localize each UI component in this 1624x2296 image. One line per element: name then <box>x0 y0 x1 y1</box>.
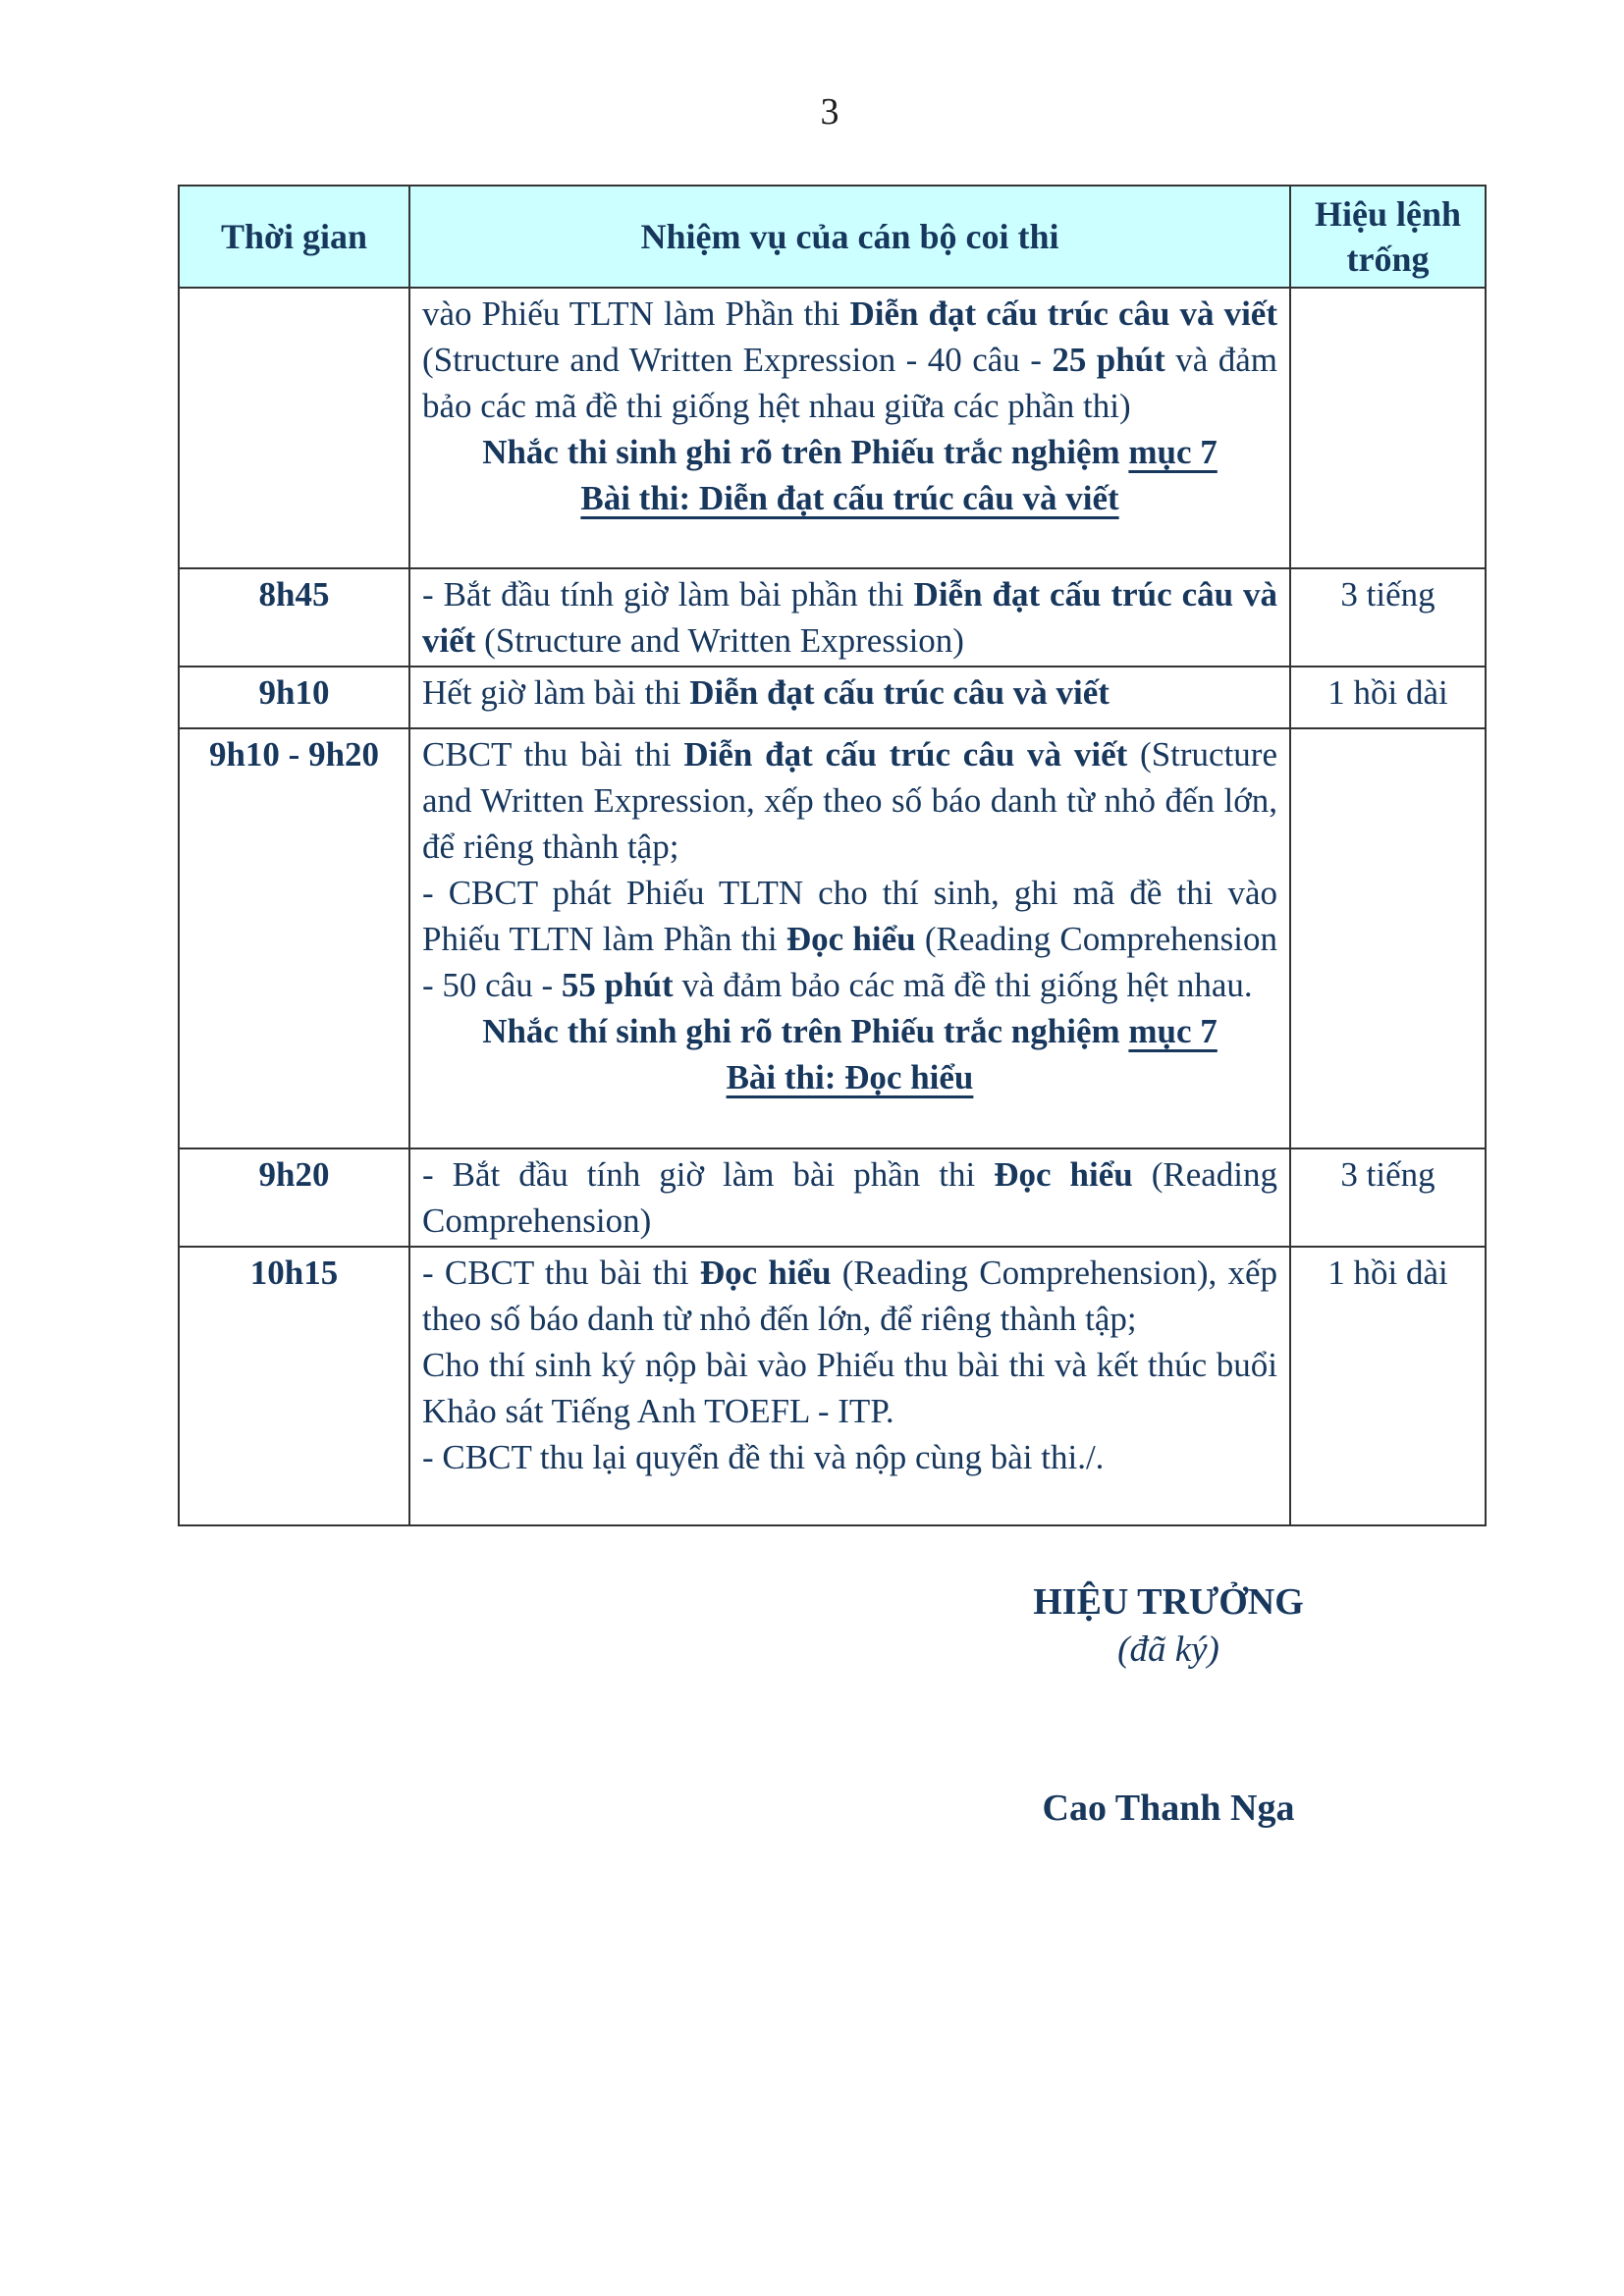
table-row <box>179 288 1486 568</box>
page-number: 3 <box>820 91 839 133</box>
task-cell <box>409 1247 1290 1525</box>
time-cell: 9h20 <box>179 1148 409 1247</box>
signed-note: (đã ký) <box>1117 1629 1219 1670</box>
time-cell: 9h10 - 9h20 <box>179 728 409 1148</box>
signature-block <box>972 1578 1365 1832</box>
task-paragraph: Bài thi: Đọc hiểu <box>726 1058 974 1096</box>
task-paragraph: vào Phiếu TLTN làm Phần thi Diễn đạt cấu trúc câu và viết (Structure and Written Expression - 40 câu - 25 phút và đảm bảo các mã đề thi giống hệt nhau giữa các phần thi) <box>422 294 1277 425</box>
table-body <box>179 288 1486 1525</box>
table-row <box>179 1247 1486 1525</box>
task-paragraph: Nhắc thí sinh ghi rõ trên Phiếu trắc nghiệm mục 7 <box>482 1012 1218 1050</box>
table-row <box>179 667 1486 728</box>
header-task: Nhiệm vụ của cán bộ coi thi <box>409 186 1290 288</box>
header-row <box>179 186 1486 288</box>
time-cell: 9h10 <box>179 667 409 728</box>
task-paragraph: - Bắt đầu tính giờ làm bài phần thi Diễn đạt cấu trúc câu và viết (Structure and Written Expression) <box>422 575 1277 660</box>
task-paragraph: Hết giờ làm bài thi Diễn đạt cấu trúc câu và viết <box>422 673 1110 712</box>
task-cell <box>409 568 1290 667</box>
signal-cell: 3 tiếng <box>1290 1148 1486 1247</box>
signal-cell <box>1290 288 1486 568</box>
signer-name: Cao Thanh Nga <box>1042 1788 1295 1829</box>
task-paragraph: - Bắt đầu tính giờ làm bài phần thi Đọc hiểu (Reading Comprehension) <box>422 1155 1277 1240</box>
table-header <box>179 186 1486 288</box>
signal-cell: 1 hồi dài <box>1290 667 1486 728</box>
table-row <box>179 728 1486 1148</box>
time-cell <box>179 288 409 568</box>
task-cell <box>409 728 1290 1148</box>
task-paragraph: Nhắc thi sinh ghi rõ trên Phiếu trắc nghiệm mục 7 <box>482 433 1218 471</box>
time-cell: 8h45 <box>179 568 409 667</box>
task-paragraph: Cho thí sinh ký nộp bài vào Phiếu thu bài thi và kết thúc buổi Khảo sát Tiếng Anh TOEFL - ITP. <box>422 1346 1277 1430</box>
task-cell <box>409 288 1290 568</box>
signal-cell <box>1290 728 1486 1148</box>
time-cell: 10h15 <box>179 1247 409 1525</box>
header-signal: Hiệu lệnh trống <box>1290 186 1486 288</box>
signal-cell: 1 hồi dài <box>1290 1247 1486 1525</box>
task-paragraph: - CBCT phát Phiếu TLTN cho thí sinh, ghi mã đề thi vào Phiếu TLTN làm Phần thi Đọc hiểu (Reading Comprehension - 50 câu - 55 phút và đảm bảo các mã đề thi giống hệt nhau. <box>422 874 1277 1004</box>
task-cell <box>409 1148 1290 1247</box>
table-row <box>179 1148 1486 1247</box>
signer-title: HIỆU TRƯỞNG <box>1033 1581 1304 1623</box>
task-paragraph: - CBCT thu lại quyển đề thi và nộp cùng bài thi./. <box>422 1438 1105 1476</box>
task-paragraph: - CBCT thu bài thi Đọc hiểu (Reading Comprehension), xếp theo số báo danh từ nhỏ đến lớn, để riêng thành tập; <box>422 1254 1278 1338</box>
task-cell <box>409 667 1290 728</box>
table-row <box>179 568 1486 667</box>
header-time: Thời gian <box>179 186 409 288</box>
signal-cell: 3 tiếng <box>1290 568 1486 667</box>
task-paragraph: CBCT thu bài thi Diễn đạt cấu trúc câu và viết (Structure and Written Expression, xếp theo số báo danh từ nhỏ đến lớn, để riêng thành tập; <box>422 735 1277 866</box>
exam-schedule-table <box>178 185 1487 1526</box>
task-paragraph: Bài thi: Diễn đạt cấu trúc câu và viết <box>580 479 1119 517</box>
